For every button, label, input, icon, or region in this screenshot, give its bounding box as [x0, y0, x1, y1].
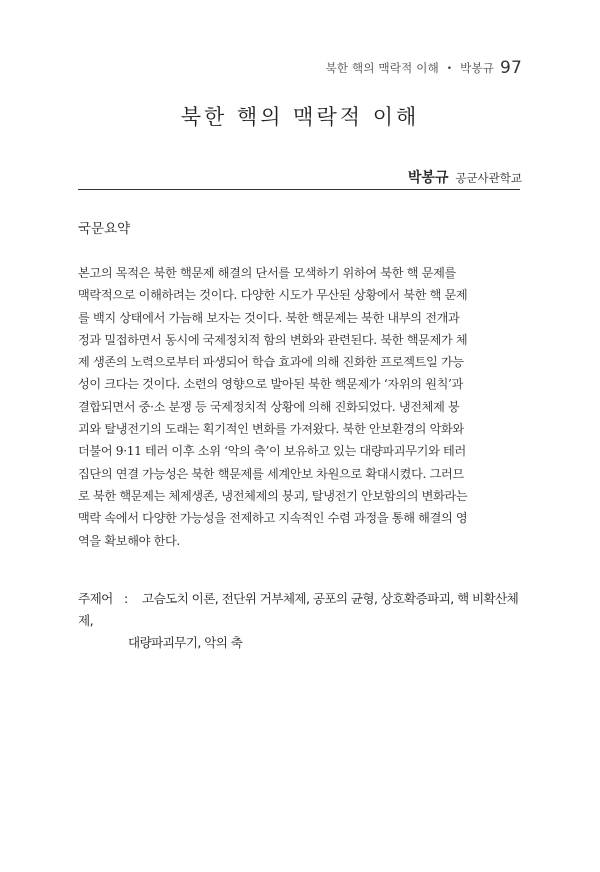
abstract-line: 를 백지 상태에서 가늠해 보자는 것이다. 북한 핵문제는 북한 내부의 전개과 — [78, 310, 460, 325]
running-header — [326, 58, 522, 78]
abstract-line: 맥락적으로 이해하려는 것이다. 다양한 시도가 무산된 상황에서 북한 핵 문제 — [78, 288, 468, 303]
running-title: 북한 핵의 맥락적 이해 — [325, 61, 439, 75]
page-number: 97 — [499, 58, 522, 78]
keywords-line: 고슴도치 이론, 전단위 거부체제, 공포의 균형, 상호확증파괴, 핵 비확산체제, — [78, 591, 519, 628]
abstract-line: 집단의 연결 가능성은 북한 핵문제를 세계안보 차원으로 확대시켰다. 그러므 — [78, 466, 464, 481]
title-divider — [78, 189, 520, 190]
keywords — [78, 588, 526, 654]
author-name: 박봉규 — [407, 170, 449, 186]
abstract-line: 결합되면서 중·소 분쟁 등 국제정치적 상황에 의해 진화되었다. 냉전체제 붕 — [78, 399, 460, 414]
author-line — [408, 167, 522, 187]
author-affiliation: 공군사관학교 — [455, 171, 522, 185]
abstract-line: 로 북한 핵문제는 체제생존, 냉전체제의 붕괴, 탈냉전기 안보함의의 변화라는 — [78, 488, 468, 503]
abstract-body — [78, 262, 522, 552]
abstract-line: 본고의 목적은 북한 핵문제 해결의 단서를 모색하기 위하여 북한 핵 문제를 — [78, 266, 456, 280]
abstract-line: 맥락 속에서 다양한 가능성을 전제하고 지속적인 수렴 과정을 통해 해결의 영 — [78, 511, 468, 526]
abstract-line: 성이 크다는 것이다. 소련의 영향으로 발아된 북한 핵문제가 ‘자위의 원칙’과 — [78, 377, 463, 392]
abstract-line: 더불어 9·11 테러 이후 소위 ‘악의 축’이 보유하고 있는 대량파괴무기와 테러 — [78, 444, 466, 459]
abstract-heading: 국문요약 — [78, 221, 131, 237]
abstract-line: 정과 밀접하면서 동시에 국제정치적 함의 변화와 관련된다. 북한 핵문제가 체 — [78, 332, 468, 347]
abstract-line: 괴와 탈냉전기의 도래는 획기적인 변화를 가져왔다. 북한 안보환경의 악화와 — [78, 422, 464, 437]
header-separator: • — [446, 64, 453, 74]
keywords-colon: : — [124, 591, 128, 606]
abstract-line: 역을 확보해야 한다. — [78, 533, 180, 548]
keywords-label: 주제어 — [78, 591, 113, 606]
running-author: 박봉규 — [460, 61, 495, 75]
paper-title: 북한 핵의 맥락적 이해 — [180, 105, 420, 129]
keywords-line: 대량파괴무기, 악의 축 — [128, 635, 243, 650]
abstract-line: 제 생존의 노력으로부터 파생되어 학습 효과에 의해 진화한 프로젝트일 가능 — [78, 355, 464, 370]
